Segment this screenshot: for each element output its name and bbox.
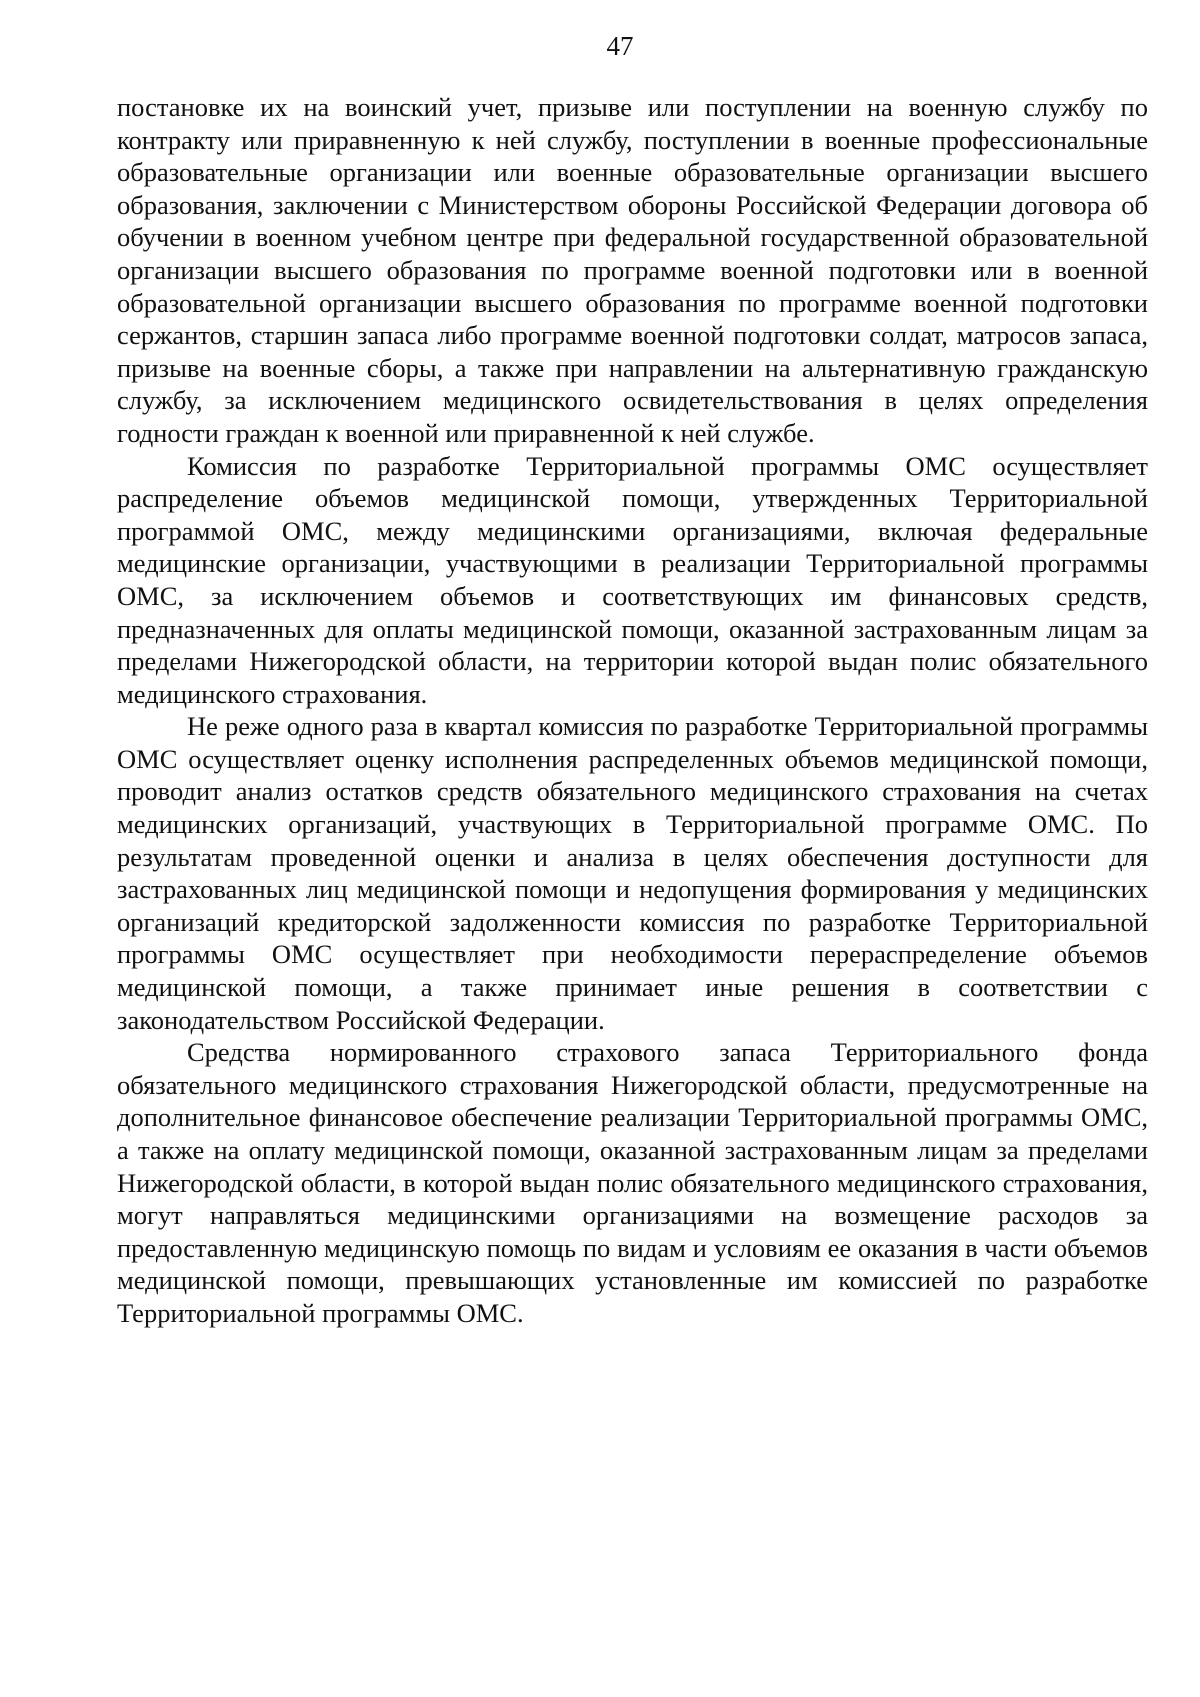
paragraph-continuation: постановке их на воинский учет, призыве или поступлении на военную службу по контракту или приравненную к ней службу, поступлении в военные профессиональные образовательные организации или военные образовательные организации высшего образования, заключении с Министерством обороны Российской Федерации договора об обучении в военном учебном центре при федеральной государственной образовательной организации высшего образования по программе военной подготовки или в военной образовательной организации высшего образования по программе военной подготовки сержантов, старшин запаса либо программе военной подготовки солдат, матросов запаса, призыве на военные сборы, а также при направлении на альтернативную гражданскую службу, за исключением медицинского освидетельствования в целях определения годности граждан к военной или приравненной к ней службе. <box>117 92 1148 448</box>
paragraph-quarterly-assessment: Не реже одного раза в квартал комиссия по разработке Территориальной программы ОМС осуществляет оценку исполнения распределенных объемов медицинской помощи, проводит анализ остатков средств обязательного медицинского страхования на счетах медицинских организаций, участвующих в Территориальной программе ОМС. По результатам проведенной оценки и анализа в целях обеспечения доступности для застрахованных лиц медицинской помощи и недопущения формирования у медицинских организаций кредиторской задолженности комиссия по разработке Территориальной программы ОМС осуществляет при необходимости перераспределение объемов медицинской помощи, а также принимает иные решения в соответствии с законодательством Российской Федерации. <box>117 711 1148 1035</box>
page-number: 47 <box>606 31 634 61</box>
paragraph-insurance-reserve: Средства нормированного страхового запаса Территориального фонда обязательного медицинского страхования Нижегородской области, предусмотренные на дополнительное финансовое обеспечение реализации Территориальной программы ОМС, а также на оплату медицинской помощи, оказанной застрахованным лицам за пределами Нижегородской области, в которой выдан полис обязательного медицинского страхования, могут направляться медицинскими организациями на возмещение расходов за предоставленную медицинскую помощь по видам и условиям ее оказания в части объемов медицинской помощи, превышающих установленные им комиссией по разработке Территориальной программы ОМС. <box>117 1037 1148 1328</box>
paragraph-commission-distribution: Комиссия по разработке Территориальной программы ОМС осуществляет распределение объемов медицинской помощи, утвержденных Территориальной программой ОМС, между медицинскими организациями, включая федеральные медицинские организации, участвующими в реализации Территориальной программы ОМС, за исключением объемов и соответствующих им финансовых средств, предназначенных для оплаты медицинской помощи, оказанной застрахованным лицам за пределами Нижегородской области, на территории которой выдан полис обязательного медицинского страхования. <box>117 450 1148 709</box>
document-body <box>117 91 1148 1330</box>
